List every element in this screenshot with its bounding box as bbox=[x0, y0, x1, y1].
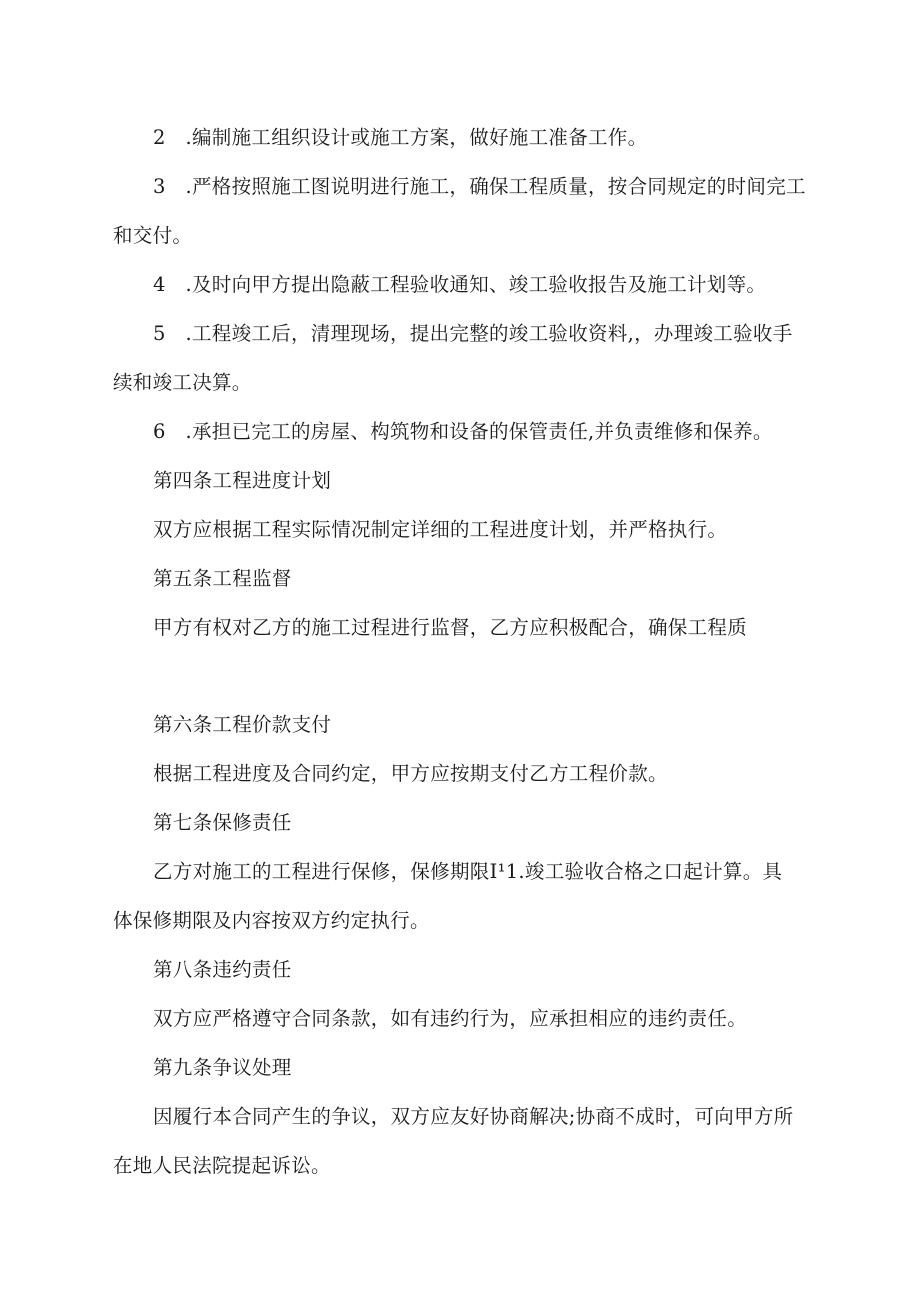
article-4-body: 双方应根据工程实际情况制定详细的工程进度计划，并严格执行。 bbox=[153, 518, 728, 541]
article-9-heading: 第九条争议处理 bbox=[153, 1056, 292, 1079]
article-8-heading: 第八条违约责任 bbox=[153, 958, 292, 981]
article-9-body: 因履行本合同产生的争议，双方应友好协商解决;协商不成时，可向甲方所 bbox=[153, 1105, 794, 1128]
clause-item-3: 3 .严格按照施工图说明进行施工，确保工程质量，按合同规定的时间完工 bbox=[153, 175, 806, 198]
article-5-body: 甲方有权对乙方的施工过程进行监督，乙方应积极配合，确保工程质 bbox=[153, 616, 748, 639]
article-7-body: 乙方对施工的工程进行保修，保修期限I¹1.竣工验收合格之口起计算。具 bbox=[153, 860, 783, 883]
clause-item-3-continued: 和交付。 bbox=[113, 224, 193, 247]
article-7-heading: 第七条保修责任 bbox=[153, 811, 292, 834]
article-8-body: 双方应严格遵守合同条款，如有违约行为，应承担相应的违约责任。 bbox=[153, 1007, 748, 1030]
article-6-body: 根据工程进度及合同约定，甲方应按期支付乙方工程价款。 bbox=[153, 762, 668, 785]
article-4-heading: 第四条工程进度计划 bbox=[153, 469, 332, 492]
article-7-body-continued: 体保修期限及内容按双方约定执行。 bbox=[113, 909, 430, 932]
clause-item-4: 4 .及时向甲方提出隐蔽工程验收通知、竣工验收报告及施工计划等。 bbox=[153, 273, 767, 296]
clause-item-6: 6 .承担已完工的房屋、构筑物和设备的保管责任,并负责维修和保养。 bbox=[153, 420, 773, 443]
article-9-body-continued: 在地人民法院提起诉讼。 bbox=[113, 1154, 331, 1177]
article-5-heading: 第五条工程监督 bbox=[153, 567, 292, 590]
clause-item-5: 5 .工程竣工后，清理现场，提出完整的竣工验收资料,，办理竣工验收手 bbox=[153, 322, 793, 345]
clause-item-5-continued: 续和竣工决算。 bbox=[113, 371, 252, 394]
clause-item-2: 2 .编制施工组织设计或施工方案，做好施工准备工作。 bbox=[153, 126, 648, 149]
article-6-heading: 第六条工程价款支付 bbox=[153, 713, 332, 736]
